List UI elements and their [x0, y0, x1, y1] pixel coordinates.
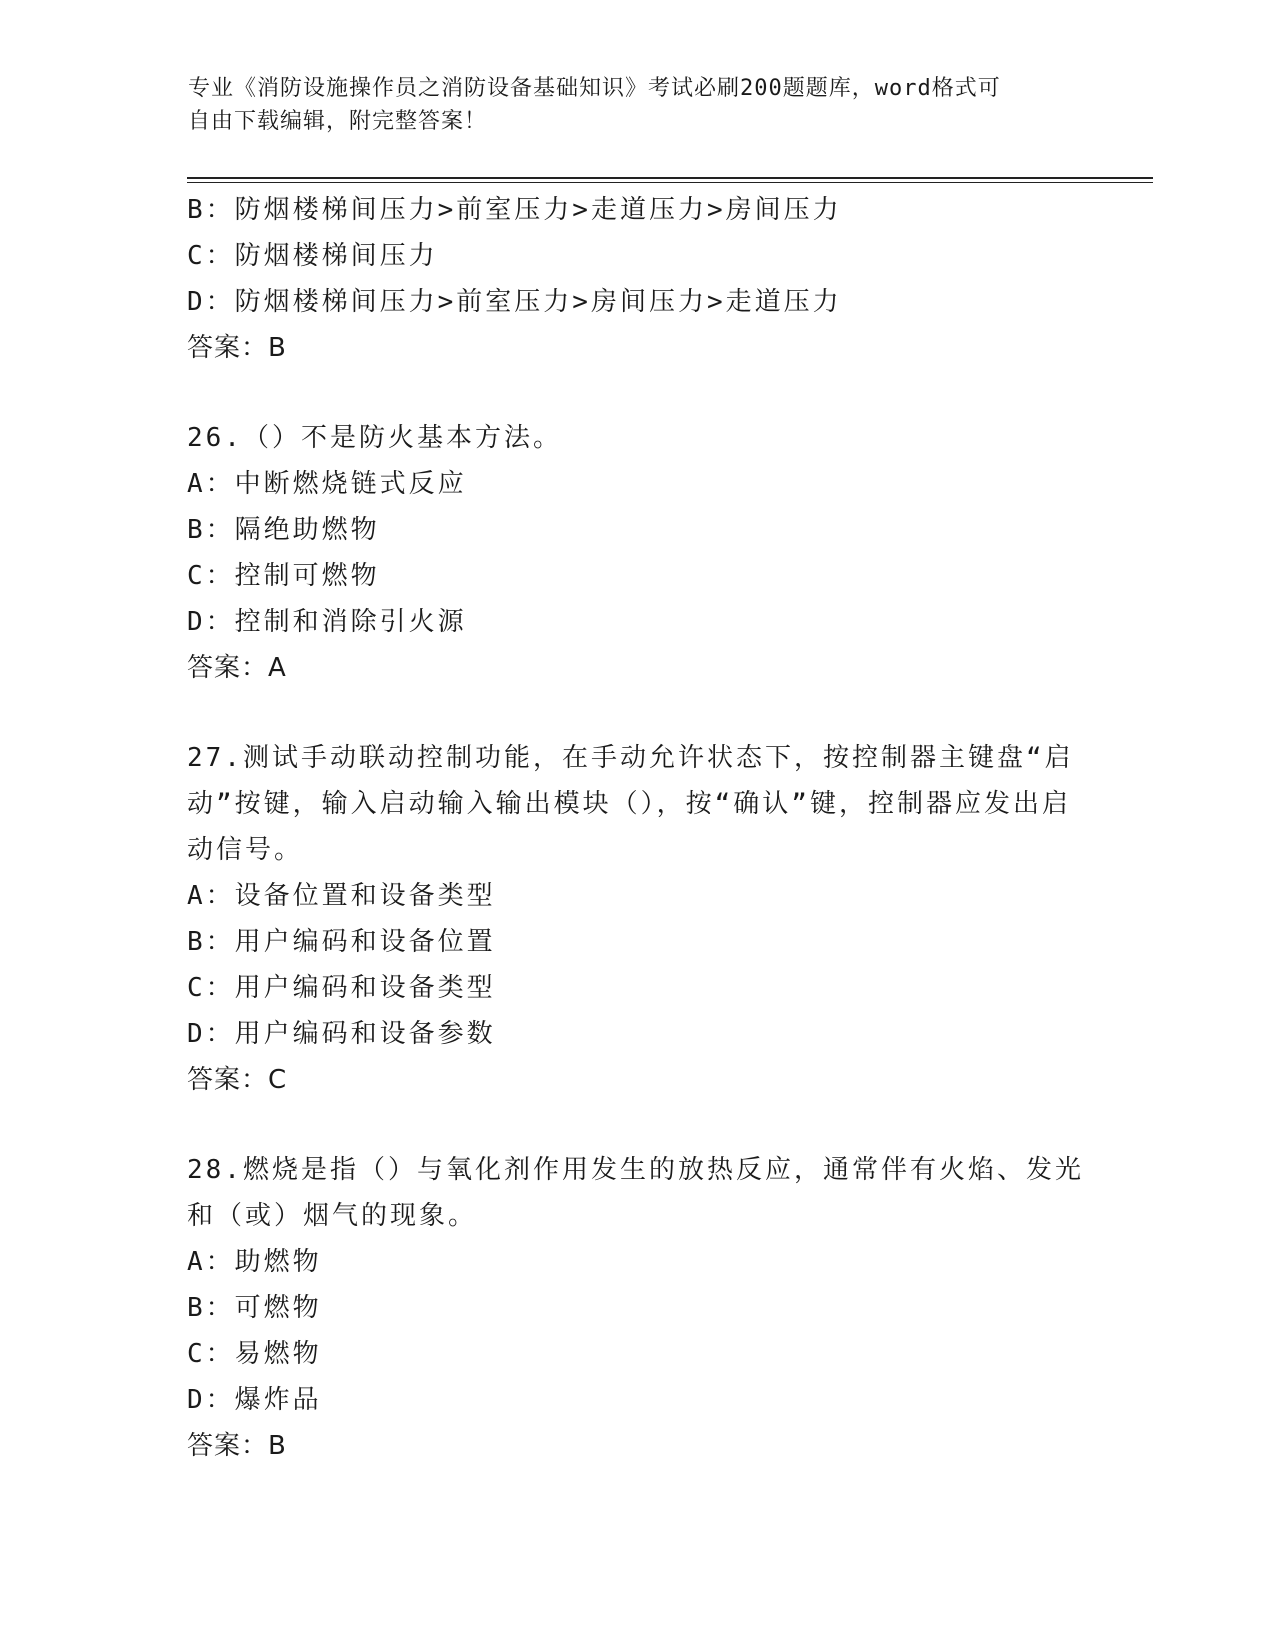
answer-line: 答案：B — [187, 1431, 287, 1461]
question-block-28 — [187, 1147, 1087, 1469]
document-header — [188, 72, 1068, 138]
option-d: D：爆炸品 — [187, 1385, 322, 1415]
question-block-26 — [187, 415, 1087, 691]
option-c: C：控制可燃物 — [187, 561, 380, 591]
option-c: C：用户编码和设备类型 — [187, 973, 496, 1003]
option-b: B：可燃物 — [187, 1293, 322, 1323]
option-c: C：防烟楼梯间压力 — [187, 241, 438, 271]
option-a: A：设备位置和设备类型 — [187, 881, 496, 911]
answer-line: 答案：C — [187, 1065, 288, 1095]
option-a: A：中断燃烧链式反应 — [187, 469, 467, 499]
option-b: B：用户编码和设备位置 — [187, 927, 496, 957]
question-list — [187, 187, 1087, 1469]
header-line-2: 自由下载编辑，附完整答案！ — [188, 109, 488, 134]
question-block-25 — [187, 187, 1087, 371]
question-text: 26.（）不是防火基本方法。 — [187, 423, 562, 453]
option-d: D：用户编码和设备参数 — [187, 1019, 496, 1049]
option-b: B：防烟楼梯间压力>前室压力>走道压力>房间压力 — [187, 195, 842, 225]
question-block-27 — [187, 735, 1087, 1103]
option-d: D：控制和消除引火源 — [187, 607, 467, 637]
option-d: D：防烟楼梯间压力>前室压力>房间压力>走道压力 — [187, 287, 842, 317]
question-text: 28.燃烧是指（）与氧化剂作用发生的放热反应，通常伴有火焰、发光和（或）烟气的现象。 — [187, 1155, 1084, 1231]
option-b: B：隔绝助燃物 — [187, 515, 380, 545]
question-text: 27.测试手动联动控制功能，在手动允许状态下，按控制器主键盘“启动”按键，输入启动输入输出模块（），按“确认”键，控制器应发出启动信号。 — [187, 743, 1074, 865]
option-a: A：助燃物 — [187, 1247, 322, 1277]
answer-line: 答案：A — [187, 653, 287, 683]
header-line-1: 专业《消防设施操作员之消防设备基础知识》考试必刷200题题库，word格式可 — [188, 76, 1001, 101]
answer-line: 答案：B — [187, 333, 287, 363]
header-divider — [187, 177, 1153, 183]
option-c: C：易燃物 — [187, 1339, 322, 1369]
